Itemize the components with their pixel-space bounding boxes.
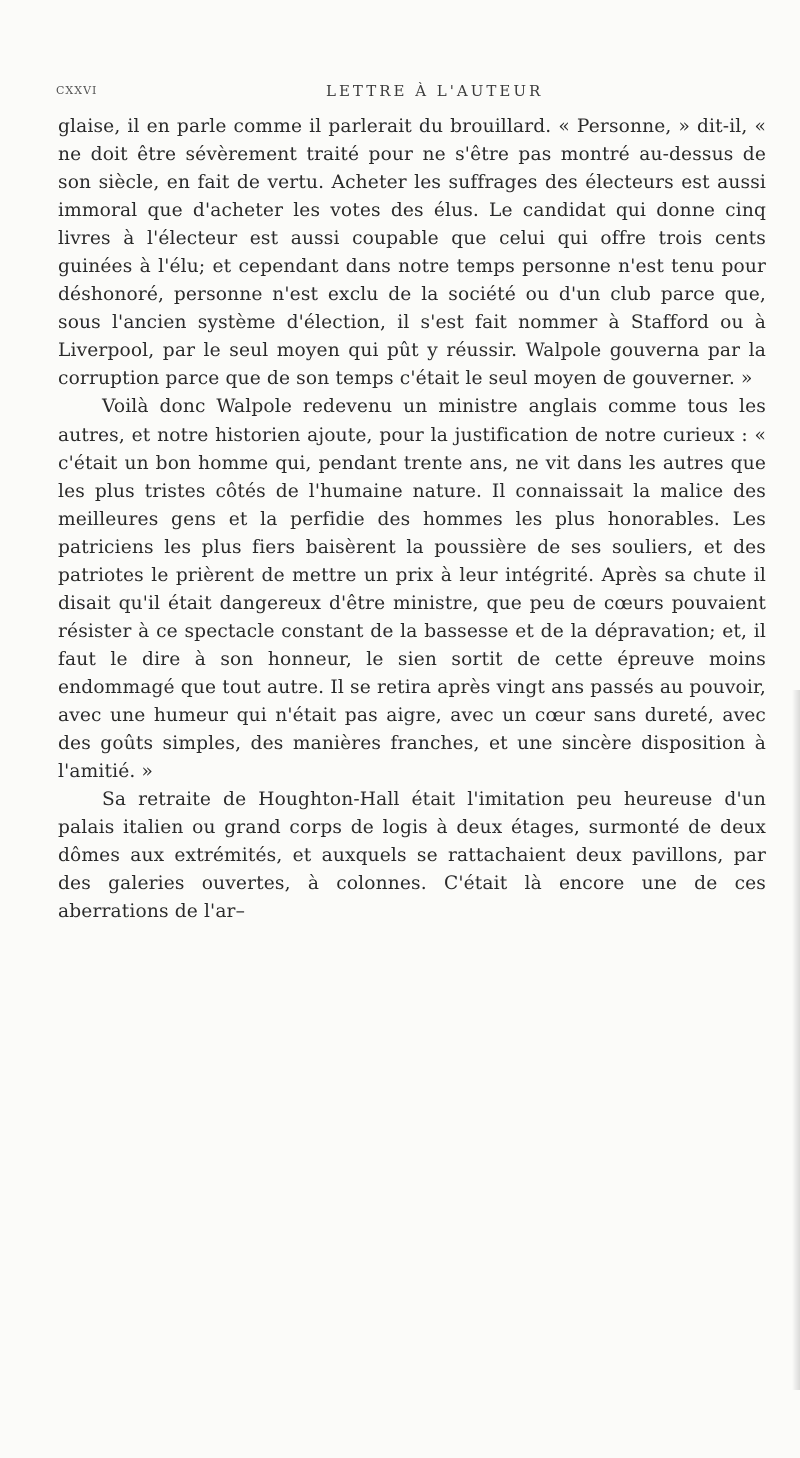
- page-number: CXXVI: [56, 84, 98, 97]
- body-text: [58, 113, 766, 926]
- paragraph: Sa retraite de Houghton-Hall était l'imitation peu heureuse d'un palais italien ou grand corps de logis à deux étages, surmonté de deux dômes aux extrémités, et auxquels se rattachaient deux pavillons, par des galeries ouvertes, à colonnes. C'était là encore une de ces aberrations de l'ar–: [58, 789, 766, 923]
- paragraph: Voilà donc Walpole redevenu un ministre anglais comme tous les autres, et notre historien ajoute, pour la justification de notre curieux : « c'était un bon homme qui, pendant trente ans, ne vit dans les autres que les plus tristes côtés de l'humaine nature. Il connaissait la malice des meilleures gens et la perfidie des hommes les plus honorables. Les patriciens les plus fiers baisèrent la poussière de ses souliers, et des patriotes le prièrent de mettre un prix à leur intégrité. Après sa chute il disait qu'il était dangereux d'être ministre, que peu de cœurs pouvaient résister à ce spectacle constant de la bassesse et de la dépravation; et, il faut le dire à son honneur, le sien sortit de cette épreuve moins endommagé que tout autre. Il se retira après vingt ans passés au pouvoir, avec une humeur qui n'était pas aigre, avec un cœur sans dureté, avec des goûts simples, des manières franches, et une sincère disposition à l'amitié. »: [58, 396, 766, 783]
- page-header: [56, 84, 756, 106]
- paragraph: glaise, il en parle comme il parlerait du brouillard. « Personne, » dit-il, « ne doit être sévèrement traité pour ne s'être pas montré au-dessus de son siècle, en fait de vertu. Acheter les suffrages des électeurs est aussi immoral que d'acheter les votes des élus. Le candidat qui donne cinq livres à l'électeur est aussi coupable que celui qui offre trois cents guinées à l'élu; et cependant dans notre temps personne n'est tenu pour déshonoré, personne n'est exclu de la société ou d'un club parce que, sous l'ancien système d'élection, il s'est fait nommer à Stafford ou à Liverpool, par le seul moyen qui pût y réussir. Walpole gouverna par la corruption parce que de son temps c'était le seul moyen de gouverner. »: [58, 116, 766, 390]
- running-title: LETTRE À L'AUTEUR: [326, 82, 544, 100]
- page-edge-shadow: [792, 690, 800, 1390]
